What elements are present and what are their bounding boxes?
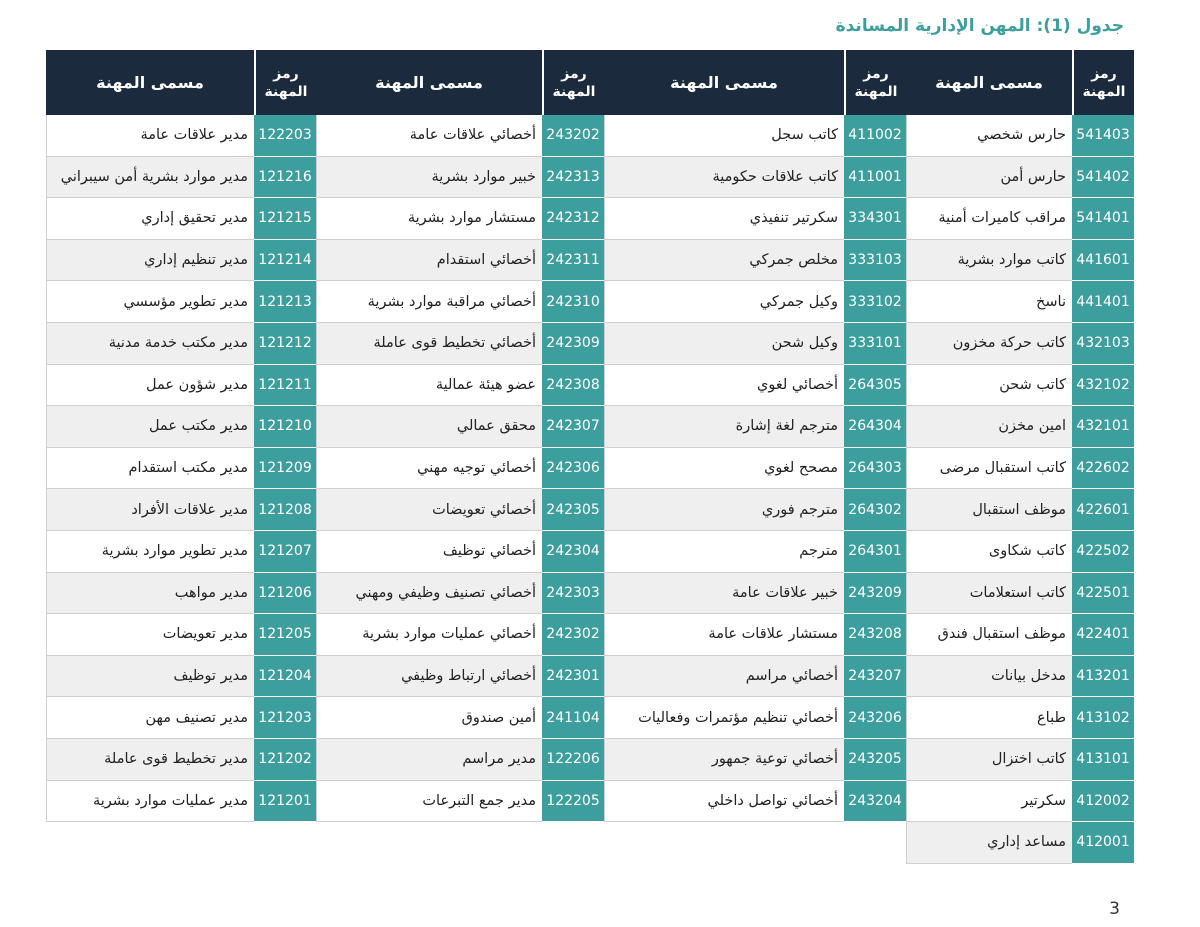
occupation-name: عضو هيئة عمالية: [316, 365, 542, 407]
table-column-group: [316, 50, 604, 822]
occupation-name: مدير مكتب استقدام: [46, 448, 254, 490]
occupation-code: 243204: [844, 781, 906, 823]
occupation-code: 121209: [254, 448, 316, 490]
occupation-code: 121215: [254, 198, 316, 240]
occupation-code: 422601: [1072, 489, 1134, 531]
table-row: [906, 697, 1134, 739]
header-name: مسمى المهنة: [670, 73, 778, 92]
occupation-code: 243202: [542, 115, 604, 157]
occupation-name: وكيل شحن: [604, 323, 844, 365]
occupation-code: 243205: [844, 739, 906, 781]
occupation-code: 264304: [844, 406, 906, 448]
table-row: [604, 781, 906, 823]
table-row: [316, 406, 604, 448]
occupation-name: مدخل بيانات: [906, 656, 1072, 698]
occupation-name: مستشار علاقات عامة: [604, 614, 844, 656]
table-row: [604, 365, 906, 407]
table-row: [46, 489, 316, 531]
table-row: [906, 365, 1134, 407]
header-name: مسمى المهنة: [935, 73, 1043, 92]
occupation-code: 121205: [254, 614, 316, 656]
table-row: [46, 365, 316, 407]
occupation-code: 122203: [254, 115, 316, 157]
table-row: [46, 656, 316, 698]
occupation-name: أخصائي تصنيف وظيفي ومهني: [316, 573, 542, 615]
occupation-code: 411002: [844, 115, 906, 157]
occupation-code: 242311: [542, 240, 604, 282]
table-row: [906, 157, 1134, 199]
table-row: [46, 198, 316, 240]
occupation-code: 241104: [542, 697, 604, 739]
occupation-code: 413201: [1072, 656, 1134, 698]
occupation-name: مدير توظيف: [46, 656, 254, 698]
occupation-name: مدير تطوير مؤسسي: [46, 281, 254, 323]
table-row: [316, 531, 604, 573]
table-row: [46, 697, 316, 739]
table-row: [906, 614, 1134, 656]
table-row: [604, 115, 906, 157]
occupation-code: 432101: [1072, 406, 1134, 448]
occupation-code: 122206: [542, 739, 604, 781]
table-row: [316, 489, 604, 531]
occupation-code: 242302: [542, 614, 604, 656]
table-row: [46, 406, 316, 448]
table-row: [46, 781, 316, 823]
occupation-code: 333102: [844, 281, 906, 323]
occupation-name: كاتب حركة مخزون: [906, 323, 1072, 365]
occupation-code: 432102: [1072, 365, 1134, 407]
occupation-name: كاتب استقبال مرضى: [906, 448, 1072, 490]
occupation-name: أخصائي تواصل داخلي: [604, 781, 844, 823]
table-column-group: [906, 50, 1134, 864]
occupation-name: حارس شخصي: [906, 115, 1072, 157]
occupation-code: 242310: [542, 281, 604, 323]
occupation-name: كاتب سجل: [604, 115, 844, 157]
occupation-code: 422502: [1072, 531, 1134, 573]
occupation-code: 242307: [542, 406, 604, 448]
table-row: [604, 157, 906, 199]
occupation-name: مترجم: [604, 531, 844, 573]
occupation-code: 243206: [844, 697, 906, 739]
table-row: [316, 697, 604, 739]
occupation-code: 242309: [542, 323, 604, 365]
table-row: [46, 281, 316, 323]
occupation-name: مدير تطوير موارد بشرية: [46, 531, 254, 573]
occupation-code: 121204: [254, 656, 316, 698]
occupation-code: 121213: [254, 281, 316, 323]
occupation-code: 333101: [844, 323, 906, 365]
table-row: [316, 739, 604, 781]
occupation-name: مدير مواهب: [46, 573, 254, 615]
table-row: [46, 115, 316, 157]
table-header: [906, 50, 1134, 115]
occupation-name: خبير موارد بشرية: [316, 157, 542, 199]
occupation-code: 541402: [1072, 157, 1134, 199]
table-row: [604, 656, 906, 698]
occupation-code: 243207: [844, 656, 906, 698]
occupation-code: 411001: [844, 157, 906, 199]
occupation-name: أمين صندوق: [316, 697, 542, 739]
occupation-code: 264302: [844, 489, 906, 531]
table-row: [906, 489, 1134, 531]
table-row: [316, 157, 604, 199]
occupation-name: مدير مكتب عمل: [46, 406, 254, 448]
occupation-code: 242313: [542, 157, 604, 199]
table-row: [906, 531, 1134, 573]
occupation-name: طباع: [906, 697, 1072, 739]
occupation-code: 121202: [254, 739, 316, 781]
table-row: [604, 281, 906, 323]
occupation-code: 121216: [254, 157, 316, 199]
occupation-code: 333103: [844, 240, 906, 282]
occupation-name: مدير علاقات الأفراد: [46, 489, 254, 531]
table-row: [906, 739, 1134, 781]
occupation-name: أخصائي مراقبة موارد بشرية: [316, 281, 542, 323]
table-row: [906, 573, 1134, 615]
occupation-name: أخصائي مراسم: [604, 656, 844, 698]
table-row: [46, 157, 316, 199]
occupation-code: 541403: [1072, 115, 1134, 157]
occupation-name: موظف استقبال: [906, 489, 1072, 531]
occupation-name: سكرتير: [906, 781, 1072, 823]
header-code: رمز المهنة: [844, 50, 906, 115]
occupation-name: موظف استقبال فندق: [906, 614, 1072, 656]
table-row: [906, 656, 1134, 698]
occupation-code: 264303: [844, 448, 906, 490]
occupation-name: كاتب شحن: [906, 365, 1072, 407]
table-header: [316, 50, 604, 115]
occupation-name: مدير شؤون عمل: [46, 365, 254, 407]
occupation-code: 441401: [1072, 281, 1134, 323]
occupation-name: أخصائي عمليات موارد بشرية: [316, 614, 542, 656]
table-row: [604, 240, 906, 282]
occupation-name: محقق عمالي: [316, 406, 542, 448]
table-row: [906, 115, 1134, 157]
occupation-name: مدير علاقات عامة: [46, 115, 254, 157]
table-row: [906, 781, 1134, 823]
table-row: [316, 781, 604, 823]
occupation-code: 422501: [1072, 573, 1134, 615]
table-row: [906, 822, 1134, 864]
occupation-code: 441601: [1072, 240, 1134, 282]
table-row: [604, 489, 906, 531]
occupation-code: 422602: [1072, 448, 1134, 490]
occupation-code: 121212: [254, 323, 316, 365]
occupation-name: حارس أمن: [906, 157, 1072, 199]
table-column-group: [46, 50, 316, 822]
table-row: [906, 448, 1134, 490]
occupation-name: مدير مكتب خدمة مدنية: [46, 323, 254, 365]
occupation-code: 121203: [254, 697, 316, 739]
table-row: [46, 573, 316, 615]
occupation-name: مراقب كاميرات أمنية: [906, 198, 1072, 240]
table-row: [316, 614, 604, 656]
table-row: [604, 448, 906, 490]
table-caption: جدول (1): المهن الإدارية المساندة: [835, 16, 1124, 36]
occupation-code: 413101: [1072, 739, 1134, 781]
occupation-name: أخصائي تعويضات: [316, 489, 542, 531]
occupation-code: 541401: [1072, 198, 1134, 240]
table-row: [46, 614, 316, 656]
occupation-code: 121206: [254, 573, 316, 615]
occupation-name: مدير تخطيط قوى عاملة: [46, 739, 254, 781]
occupation-code: 242308: [542, 365, 604, 407]
table-row: [604, 697, 906, 739]
table-row: [46, 739, 316, 781]
table-row: [604, 573, 906, 615]
occupation-name: أخصائي لغوي: [604, 365, 844, 407]
occupation-name: مدير تنظيم إداري: [46, 240, 254, 282]
occupation-name: امين مخزن: [906, 406, 1072, 448]
table-row: [46, 531, 316, 573]
table-header: [604, 50, 906, 115]
table-row: [906, 281, 1134, 323]
table-row: [604, 531, 906, 573]
occupation-code: 242306: [542, 448, 604, 490]
occupation-name: أخصائي توظيف: [316, 531, 542, 573]
occupation-name: أخصائي ارتباط وظيفي: [316, 656, 542, 698]
header-name: مسمى المهنة: [375, 73, 483, 92]
occupation-name: مدير تحقيق إداري: [46, 198, 254, 240]
table-row: [906, 323, 1134, 365]
occupation-code: 121201: [254, 781, 316, 823]
occupation-name: مدير موارد بشرية أمن سيبراني: [46, 157, 254, 199]
occupation-name: مدير جمع التبرعات: [316, 781, 542, 823]
occupation-code: 412001: [1072, 822, 1134, 864]
header-code: رمز المهنة: [1072, 50, 1134, 115]
table-row: [316, 198, 604, 240]
occupation-code: 422401: [1072, 614, 1134, 656]
table-column-group: [604, 50, 906, 822]
table-row: [316, 240, 604, 282]
occupation-name: وكيل جمركي: [604, 281, 844, 323]
occupation-name: مخلص جمركي: [604, 240, 844, 282]
occupation-code: 242303: [542, 573, 604, 615]
occupation-code: 432103: [1072, 323, 1134, 365]
occupation-name: كاتب علاقات حكومية: [604, 157, 844, 199]
occupation-name: مدير تعويضات: [46, 614, 254, 656]
table-row: [46, 448, 316, 490]
occupation-code: 122205: [542, 781, 604, 823]
occupation-code: 242304: [542, 531, 604, 573]
table-row: [316, 448, 604, 490]
occupation-name: مترجم فوري: [604, 489, 844, 531]
table-row: [316, 115, 604, 157]
table-row: [316, 656, 604, 698]
occupation-code: 243208: [844, 614, 906, 656]
occupation-name: كاتب موارد بشرية: [906, 240, 1072, 282]
occupation-code: 242301: [542, 656, 604, 698]
occupation-code: 121211: [254, 365, 316, 407]
occupation-name: كاتب اختزال: [906, 739, 1072, 781]
header-code: رمز المهنة: [254, 50, 316, 115]
table-row: [316, 573, 604, 615]
table-row: [316, 323, 604, 365]
occupation-name: أخصائي علاقات عامة: [316, 115, 542, 157]
occupation-name: ناسخ: [906, 281, 1072, 323]
occupation-code: 242305: [542, 489, 604, 531]
occupation-code: 264305: [844, 365, 906, 407]
table-row: [906, 240, 1134, 282]
occupation-code: 121210: [254, 406, 316, 448]
occupation-name: أخصائي توجيه مهني: [316, 448, 542, 490]
table-row: [604, 406, 906, 448]
occupation-name: مدير تصنيف مهن: [46, 697, 254, 739]
occupation-name: كاتب استعلامات: [906, 573, 1072, 615]
occupation-name: مترجم لغة إشارة: [604, 406, 844, 448]
occupation-code: 264301: [844, 531, 906, 573]
occupation-name: مستشار موارد بشرية: [316, 198, 542, 240]
occupation-name: أخصائي توعية جمهور: [604, 739, 844, 781]
occupation-code: 121214: [254, 240, 316, 282]
table-row: [604, 614, 906, 656]
occupation-code: 413102: [1072, 697, 1134, 739]
header-name: مسمى المهنة: [96, 73, 204, 92]
table-row: [906, 406, 1134, 448]
table-row: [46, 240, 316, 282]
occupation-code: 243209: [844, 573, 906, 615]
occupation-name: مدير عمليات موارد بشرية: [46, 781, 254, 823]
occupation-name: مدير مراسم: [316, 739, 542, 781]
table-row: [604, 739, 906, 781]
occupation-code: 121207: [254, 531, 316, 573]
occupation-name: أخصائي تخطيط قوى عاملة: [316, 323, 542, 365]
occupation-code: 121208: [254, 489, 316, 531]
occupation-code: 412002: [1072, 781, 1134, 823]
occupation-code: 242312: [542, 198, 604, 240]
occupation-name: كاتب شكاوى: [906, 531, 1072, 573]
table-row: [906, 198, 1134, 240]
table-row: [604, 198, 906, 240]
header-code: رمز المهنة: [542, 50, 604, 115]
occupation-name: أخصائي استقدام: [316, 240, 542, 282]
occupation-name: مصحح لغوي: [604, 448, 844, 490]
occupation-code: 334301: [844, 198, 906, 240]
occupation-name: سكرتير تنفيذي: [604, 198, 844, 240]
table-row: [46, 323, 316, 365]
occupation-name: أخصائي تنظيم مؤتمرات وفعاليات: [604, 697, 844, 739]
table-row: [604, 323, 906, 365]
occupation-name: خبير علاقات عامة: [604, 573, 844, 615]
page-number: 3: [1109, 899, 1120, 919]
table-header: [46, 50, 316, 115]
table-row: [316, 365, 604, 407]
table-row: [316, 281, 604, 323]
occupation-name: مساعد إداري: [906, 822, 1072, 864]
